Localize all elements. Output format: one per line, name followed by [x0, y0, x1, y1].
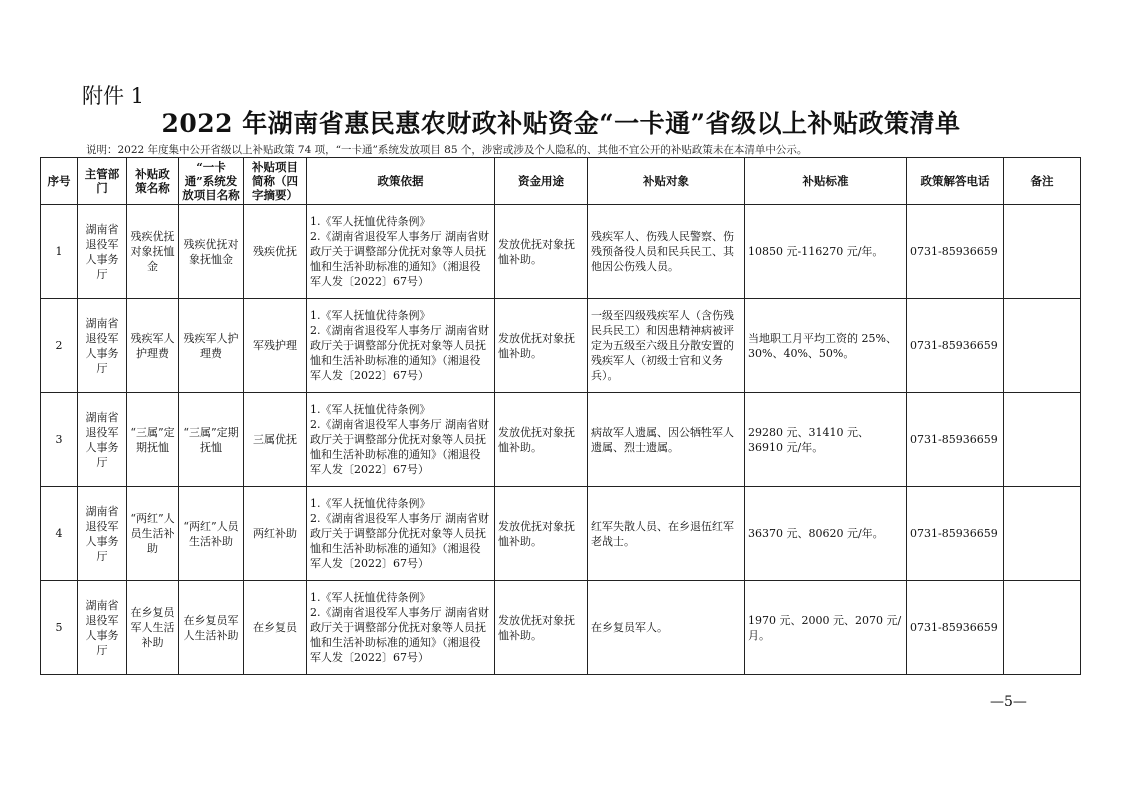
column-header: 政策依据 [307, 158, 495, 205]
subsidy-policy-table [40, 157, 1081, 675]
item-name-cell: 在乡复员军人生活补助 [179, 581, 244, 675]
policy-basis-cell [307, 581, 495, 675]
basis-line: 2.《湖南省退役军人事务厅 湖南省财政厅关于调整部分优抚对象等人员抚恤和生活补助标准的通知》（湘退役军人发〔2022〕67号） [310, 606, 489, 664]
basis-line: 1.《军人抚恤优待条例》 [310, 403, 431, 416]
abbreviation-cell: 残疾优抚 [244, 205, 307, 299]
policy-name-cell: “三属”定期抚恤 [127, 393, 179, 487]
policy-basis-cell [307, 393, 495, 487]
phone-cell: 0731-85936659 [907, 487, 1004, 581]
target-cell: 病故军人遗属、因公牺牲军人遗属、烈士遗属。 [588, 393, 745, 487]
basis-line: 1.《军人抚恤优待条例》 [310, 497, 431, 510]
fund-use-cell: 发放优抚对象抚恤补助。 [495, 205, 588, 299]
department-cell: 湖南省退役军人事务厅 [78, 581, 127, 675]
standard-cell: 29280 元、31410 元、36910 元/年。 [745, 393, 907, 487]
department-cell: 湖南省退役军人事务厅 [78, 299, 127, 393]
item-name-cell: “两红”人员生活补助 [179, 487, 244, 581]
remark-cell [1004, 299, 1081, 393]
column-header: “一卡通”系统发放项目名称 [179, 158, 244, 205]
table-row [41, 205, 1081, 299]
basis-line: 2.《湖南省退役军人事务厅 湖南省财政厅关于调整部分优抚对象等人员抚恤和生活补助标准的通知》（湘退役军人发〔2022〕67号） [310, 512, 489, 570]
fund-use-cell: 发放优抚对象抚恤补助。 [495, 581, 588, 675]
department-cell: 湖南省退役军人事务厅 [78, 393, 127, 487]
target-cell: 残疾军人、伤残人民警察、伤残预备役人员和民兵民工、其他因公伤残人员。 [588, 205, 745, 299]
standard-cell: 10850 元-116270 元/年。 [745, 205, 907, 299]
column-header: 备注 [1004, 158, 1081, 205]
basis-line: 2.《湖南省退役军人事务厅 湖南省财政厅关于调整部分优抚对象等人员抚恤和生活补助标准的通知》（湘退役军人发〔2022〕67号） [310, 324, 489, 382]
column-header: 序号 [41, 158, 78, 205]
standard-cell: 36370 元、80620 元/年。 [745, 487, 907, 581]
basis-line: 1.《军人抚恤优待条例》 [310, 591, 431, 604]
abbreviation-cell: 三属优抚 [244, 393, 307, 487]
phone-cell: 0731-85936659 [907, 299, 1004, 393]
item-name-cell: 残疾军人护理费 [179, 299, 244, 393]
row-number: 5 [41, 581, 78, 675]
target-cell: 一级至四级残疾军人（含伤残民兵民工）和因患精神病被评定为五级至六级且分散安置的残疾军人（初级士官和义务兵）。 [588, 299, 745, 393]
remark-cell [1004, 393, 1081, 487]
standard-cell: 当地职工月平均工资的 25%、30%、40%、50%。 [745, 299, 907, 393]
row-number: 3 [41, 393, 78, 487]
column-header: 补贴标准 [745, 158, 907, 205]
column-header: 政策解答电话 [907, 158, 1004, 205]
document-title: 2022 年湖南省惠民惠农财政补贴资金“一卡通”省级以上补贴政策清单 [161, 109, 961, 138]
abbreviation-cell: 军残护理 [244, 299, 307, 393]
basis-line: 2.《湖南省退役军人事务厅 湖南省财政厅关于调整部分优抚对象等人员抚恤和生活补助标准的通知》（湘退役军人发〔2022〕67号） [310, 230, 489, 288]
table-row [41, 581, 1081, 675]
remark-cell [1004, 205, 1081, 299]
policy-name-cell: 残疾优抚对象抚恤金 [127, 205, 179, 299]
table-row [41, 393, 1081, 487]
row-number: 2 [41, 299, 78, 393]
page-number: —5— [990, 694, 1027, 710]
column-header: 补贴政策名称 [127, 158, 179, 205]
fund-use-cell: 发放优抚对象抚恤补助。 [495, 299, 588, 393]
remark-cell [1004, 581, 1081, 675]
policy-name-cell: 在乡复员军人生活补助 [127, 581, 179, 675]
fund-use-cell: 发放优抚对象抚恤补助。 [495, 393, 588, 487]
item-name-cell: 残疾优抚对象抚恤金 [179, 205, 244, 299]
policy-name-cell: 残疾军人护理费 [127, 299, 179, 393]
column-header: 补贴对象 [588, 158, 745, 205]
item-name-cell: “三属”定期抚恤 [179, 393, 244, 487]
basis-line: 1.《军人抚恤优待条例》 [310, 215, 431, 228]
column-header: 主管部门 [78, 158, 127, 205]
fund-use-cell: 发放优抚对象抚恤补助。 [495, 487, 588, 581]
policy-name-cell: “两红”人员生活补助 [127, 487, 179, 581]
abbreviation-cell: 在乡复员 [244, 581, 307, 675]
attachment-label: 附件 1 [82, 84, 145, 108]
policy-basis-cell [307, 205, 495, 299]
policy-basis-cell [307, 487, 495, 581]
column-header: 补贴项目简称（四字摘要） [244, 158, 307, 205]
abbreviation-cell: 两红补助 [244, 487, 307, 581]
department-cell: 湖南省退役军人事务厅 [78, 205, 127, 299]
table-row [41, 487, 1081, 581]
row-number: 4 [41, 487, 78, 581]
phone-cell: 0731-85936659 [907, 205, 1004, 299]
basis-line: 2.《湖南省退役军人事务厅 湖南省财政厅关于调整部分优抚对象等人员抚恤和生活补助标准的通知》（湘退役军人发〔2022〕67号） [310, 418, 489, 476]
department-cell: 湖南省退役军人事务厅 [78, 487, 127, 581]
phone-cell: 0731-85936659 [907, 393, 1004, 487]
remark-cell [1004, 487, 1081, 581]
column-header: 资金用途 [495, 158, 588, 205]
explanatory-note: 说明：2022 年度集中公开省级以上补贴政策 74 项，“一卡通”系统发放项目 85 个，涉密或涉及个人隐私的、其他不宜公开的补贴政策未在本清单中公示。 [86, 144, 808, 156]
target-cell: 红军失散人员、在乡退伍红军老战士。 [588, 487, 745, 581]
row-number: 1 [41, 205, 78, 299]
phone-cell: 0731-85936659 [907, 581, 1004, 675]
table-row [41, 299, 1081, 393]
policy-basis-cell [307, 299, 495, 393]
standard-cell: 1970 元、2000 元、2070 元/月。 [745, 581, 907, 675]
basis-line: 1.《军人抚恤优待条例》 [310, 309, 431, 322]
target-cell: 在乡复员军人。 [588, 581, 745, 675]
table-header-row [41, 158, 1081, 205]
